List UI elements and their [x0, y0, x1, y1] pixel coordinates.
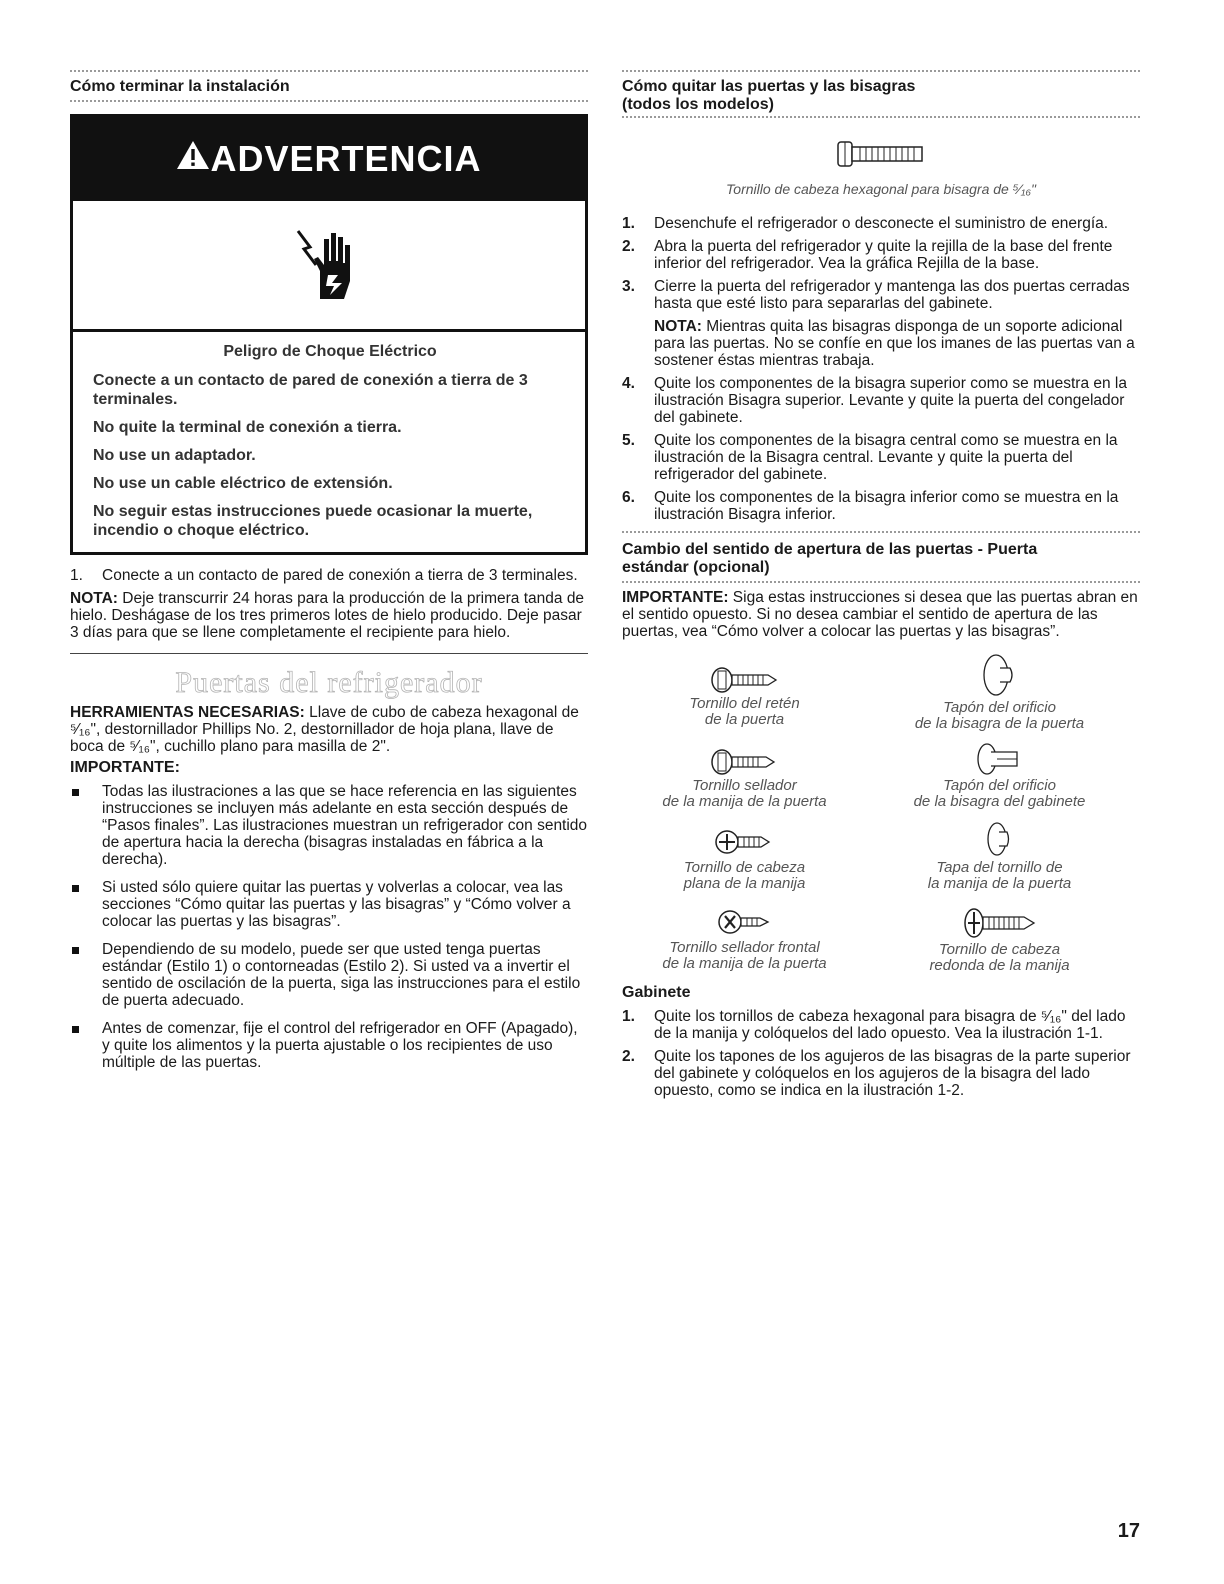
list-item [622, 215, 1140, 232]
warning-line: No quite la terminal de conexión a tierra. [93, 419, 402, 436]
page-number: 17 [1117, 1520, 1140, 1542]
list-item [622, 489, 1140, 523]
step-text: Quite los componentes de la bisagra inferior como se muestra en la ilustración Bisagra inferior. [654, 489, 1119, 523]
right-column [622, 70, 1140, 1105]
step-number: 2. [622, 238, 635, 255]
screw-icon [710, 666, 780, 694]
section-title [622, 533, 1140, 581]
screw-icon [715, 826, 775, 858]
list-item [622, 238, 1140, 272]
part-caption: Tornillo del retén [689, 695, 800, 712]
section-title [622, 72, 1140, 116]
part-item [877, 820, 1122, 892]
importante-label: IMPORTANTE: [622, 589, 729, 606]
bullet-icon [72, 885, 79, 892]
note-paragraph [70, 590, 588, 641]
warning-box [70, 114, 588, 555]
divider [622, 581, 1140, 583]
note-text: Mientras quita las bisagras disponga de un soporte adicional para las puertas. No se confíe en que los imanes de las puertas van a sostener éstas mientras trabaja. [654, 318, 1135, 369]
install-steps [70, 567, 588, 584]
tools-paragraph [70, 704, 588, 755]
part-item [622, 652, 867, 732]
step-text: Cierre la puerta del refrigerador y mantenga las dos puertas cerradas hasta que esté listo para separarlas del gabinete. [654, 278, 1130, 312]
note-label: NOTA: [654, 318, 702, 335]
screw-icon [962, 906, 1038, 940]
step-number: 4. [622, 375, 635, 392]
part-caption: de la puerta [704, 711, 785, 728]
hex-bolt-figure [622, 140, 1140, 197]
warning-line: No use un adaptador. [93, 447, 256, 464]
step-number: 1. [622, 1008, 635, 1025]
step-text: Desenchufe el refrigerador o desconecte el suministro de energía. [654, 215, 1109, 232]
warning-heading: Peligro de Choque Eléctrico [223, 343, 437, 360]
part-caption: Tapón del orificio [943, 699, 1056, 716]
warning-triangle-icon [176, 117, 210, 201]
list-item [70, 1020, 588, 1071]
warning-banner-text: ADVERTENCIA [210, 138, 482, 179]
bullet-text: Antes de comenzar, fije el control del refrigerador en OFF (Apagado), y quite los alimentos y la puerta ajustable o los recipientes de uso múltiple de las puertas. [102, 1020, 578, 1071]
list-item [622, 375, 1140, 426]
removal-steps-continued [622, 375, 1140, 523]
screw-icon [710, 748, 780, 776]
divider [70, 100, 588, 102]
importante-text: Siga estas instrucciones si desea que las puertas abran en el sentido opuesto. Si no desea cambiar el sentido de apertura de las puertas, vea “Cómo volver a colocar las puertas y las bisagras”. [622, 589, 1138, 640]
section-title-line: Cómo quitar las puertas y las bisagras [622, 78, 916, 95]
list-item [70, 879, 588, 930]
step-number: 2. [622, 1048, 635, 1065]
list-item [622, 1048, 1140, 1099]
step-number: 5. [622, 432, 635, 449]
note-paragraph [654, 318, 1140, 369]
parts-grid [622, 652, 1122, 984]
hole-plug-icon [975, 742, 1025, 776]
step-number: 1. [622, 215, 635, 232]
electric-shock-hand-icon [294, 225, 364, 305]
part-item [622, 902, 867, 974]
step-text: Conecte a un contacto de pared de conexión a tierra de 3 terminales. [102, 567, 578, 584]
note-label: NOTA: [70, 590, 118, 607]
bullet-text: Si usted sólo quiere quitar las puertas y volverlas a colocar, vea las secciones “Cómo quitar las puertas y las bisagras” y “Cómo volver a colocar las puertas y las bisagras”. [102, 879, 571, 930]
step-number: 6. [622, 489, 635, 506]
step-text: Quite los componentes de la bisagra superior como se muestra en la ilustración Bisagra superior. Levante y quite la puerta del congelador del gabinete. [654, 375, 1127, 426]
removal-steps [622, 215, 1140, 312]
section-title: Cómo terminar la instalación [70, 78, 290, 95]
warning-text [73, 332, 585, 552]
section-title-line: estándar (opcional) [622, 559, 770, 576]
part-item [877, 652, 1122, 732]
warning-line: Conecte a un contacto de pared de conexión a tierra de 3 terminales. [93, 372, 528, 408]
doors-section-title: Puertas del refrigerador [175, 666, 483, 699]
part-caption: Tornillo de cabeza [938, 941, 1061, 958]
section-title-line: Cambio del sentido de apertura de las puertas - Puerta [622, 541, 1038, 558]
bullet-icon [72, 947, 79, 954]
importante-bullets [70, 783, 588, 1071]
part-caption: plana de la manija [683, 875, 806, 892]
shock-hazard-icon-box [73, 201, 585, 332]
part-caption: la manija de la puerta [927, 875, 1072, 892]
part-item [877, 902, 1122, 974]
importante-label: IMPORTANTE: [70, 759, 180, 776]
divider [70, 653, 588, 654]
left-column [70, 70, 588, 1082]
screw-cap-icon [985, 820, 1015, 858]
part-caption: Tornillo sellador frontal [669, 939, 820, 956]
bullet-icon [72, 1026, 79, 1033]
gabinete-heading: Gabinete [622, 984, 691, 1001]
hex-bolt-icon [836, 140, 926, 168]
tools-label: HERRAMIENTAS NECESARIAS: [70, 704, 305, 721]
bullet-icon [72, 789, 79, 796]
divider [622, 116, 1140, 118]
warning-line: No use un cable eléctrico de extensión. [93, 475, 393, 492]
part-caption: de la manija de la puerta [662, 793, 827, 810]
list-item [622, 432, 1140, 483]
bolt-caption: Tornillo de cabeza hexagonal para bisagra de ⁵⁄₁₆" [726, 181, 1036, 197]
step-number: 1. [70, 567, 83, 584]
step-text: Quite los tornillos de cabeza hexagonal para bisagra de ⁵⁄₁₆" del lado de la manija y colóquelos del lado opuesto. Vea la ilustración 1-1. [654, 1008, 1126, 1042]
part-caption: Tornillo sellador [692, 777, 797, 794]
importante-paragraph [622, 589, 1140, 640]
warning-banner [73, 117, 585, 201]
part-item [622, 742, 867, 810]
screw-icon [718, 906, 772, 938]
step-text: Abra la puerta del refrigerador y quite la rejilla de la base del frente inferior del refrigerador. Vea la gráfica Rejilla de la base. [654, 238, 1113, 272]
part-caption: de la bisagra del gabinete [913, 793, 1086, 810]
section-title-line: (todos los modelos) [622, 96, 774, 113]
bullet-text: Dependiendo de su modelo, puede ser que usted tenga puertas estándar (Estilo 1) o contorneadas (Estilo 2). Si usted va a invertir el sentido de oscilación de la puerta, siga las instrucciones para el estilo de puerta adecuado. [102, 941, 581, 1009]
step-text: Quite los componentes de la bisagra central como se muestra en la ilustración de la Bisagra central. Levante y quite la puerta del refrigerador del gabinete. [654, 432, 1118, 483]
step-number: 3. [622, 278, 635, 295]
part-caption: Tornillo de cabeza [683, 859, 806, 876]
part-caption: Tapa del tornillo de [936, 859, 1063, 876]
list-item [70, 783, 588, 868]
list-item [70, 941, 588, 1009]
list-item [622, 278, 1140, 312]
part-caption: de la bisagra de la puerta [914, 715, 1085, 732]
list-item [622, 1008, 1140, 1042]
gabinete-steps [622, 1008, 1140, 1099]
bullet-text: Todas las ilustraciones a las que se hace referencia en las siguientes instrucciones se incluyen más adelante en esta sección después de “Pasos finales”. Las ilustraciones muestran un refrigerador con sentido de apertura hacia la derecha (bisagras instaladas en fábrica a la derecha). [102, 783, 588, 868]
part-item [622, 820, 867, 892]
part-item [877, 742, 1122, 810]
warning-line: No seguir estas instrucciones puede ocasionar la muerte, incendio o choque eléctrico. [93, 503, 533, 539]
note-text: Deje transcurrir 24 horas para la producción de la primera tanda de hielo. Deshágase de los tres primeros lotes de hielo producido. Deje pasar 3 días para que se llene completamente el recipiente para hielo. [70, 590, 585, 641]
list-item [70, 567, 588, 584]
part-caption: Tapón del orificio [943, 777, 1056, 794]
tools-text: Llave de cubo de cabeza hexagonal de ⁵⁄₁₆", destornillador Phillips No. 2, destornillador de hoja plana, llave de boca de ⁵⁄₁₆", cuchillo plano para masilla de 2". [70, 704, 579, 755]
hole-plug-icon [980, 652, 1020, 698]
step-text: Quite los tapones de los agujeros de las bisagras de la parte superior del gabinete y colóquelos en los agujeros de la bisagra del lado opuesto, como se indica en la ilustración 1-2. [654, 1048, 1131, 1099]
part-caption: redonda de la manija [929, 957, 1070, 974]
part-caption: de la manija de la puerta [662, 955, 827, 972]
